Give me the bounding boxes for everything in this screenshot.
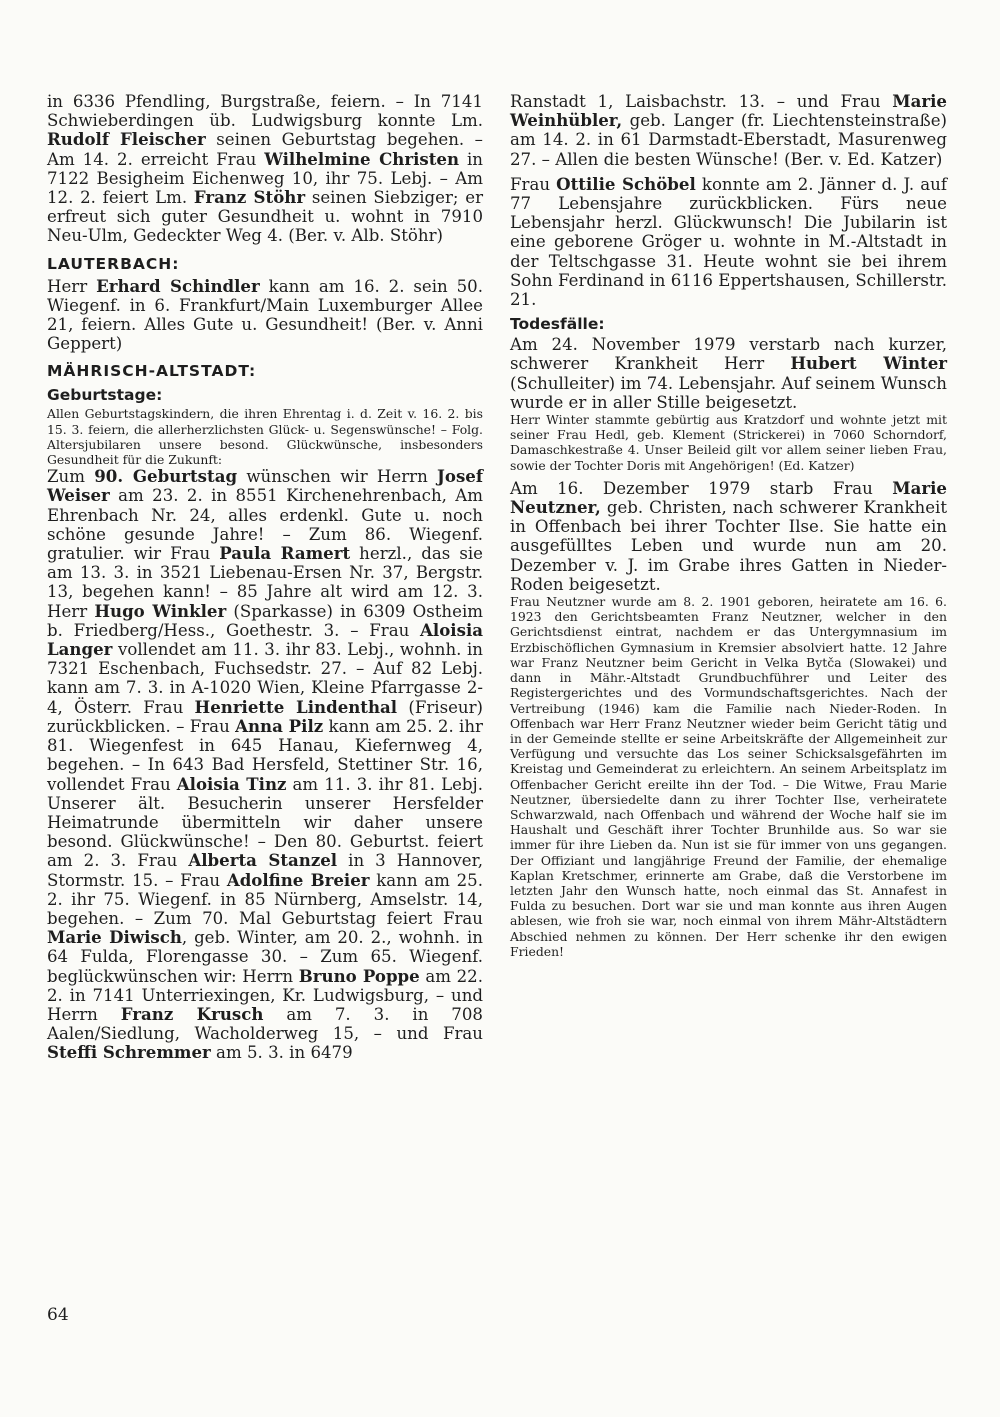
text-run: Am 24. November 1979 verstarb nach kurzer, schwerer Krankheit Herr xyxy=(510,335,947,374)
text-run: kann am 25. 2. ihr 75. Wiegenf. in 85 Nürnberg, Amselstr. 14, begehen. – Zum 70. Mal Geburtstag feiert Frau xyxy=(47,870,483,928)
text-run: am 5. 3. in 6479 xyxy=(210,1043,353,1063)
paragraph-schoebel xyxy=(510,175,947,309)
bold-name: Steffi Schremmer xyxy=(47,1042,211,1063)
text-run: Frau xyxy=(510,174,557,194)
paragraph-birthday-list xyxy=(47,467,483,1062)
text-run: in 6336 Pfendling, Burgstraße, feiern. – In 7141 Schwieberdingen üb. Ludwigsburg konnte Lm. xyxy=(47,92,483,131)
text-run: (Friseur) zurückblicken. – Frau xyxy=(47,697,484,736)
text-run: am 23. 2. in 8551 Kirchenehrenbach, Am Ehrenbach Nr. 24, alles erdenkl. Gute u. noch schöne gesunde Jahre! – Zum 86. Wiegenf. gratulier. wir Frau xyxy=(47,486,483,564)
bold-name: Franz Krusch xyxy=(120,1003,264,1024)
bold-name: Aloisia Tinz xyxy=(176,773,287,794)
paragraph-birthdays-end xyxy=(510,92,947,169)
bold-name: Adolfine Breier xyxy=(226,869,370,890)
bold-name: Marie Weinhübler, xyxy=(510,91,947,131)
bold-name: Alberta Stanzel xyxy=(188,850,338,871)
text-run: (Schulleiter) im 74. Lebensjahr. Auf seinem Wunsch wurde er in aller Stille beigesetzt. xyxy=(510,373,947,412)
paragraph-birthdays-continued xyxy=(47,92,483,246)
text-run: Am 16. Dezember 1979 starb Frau xyxy=(510,478,893,498)
text-run: am 7. 3. in 708 Aalen/Siedlung, Wacholderweg 15, – und Frau xyxy=(47,1004,483,1044)
text-run: Zum xyxy=(47,467,95,487)
bold-name: 90. Geburtstag xyxy=(94,466,238,487)
text-run: kann am 16. 2. sein 50. Wiegenf. in 6. Frankfurt/Main Luxemburger Allee 21, feiern. Alles Gute u. Gesundheit! (Ber. v. Anni Geppert) xyxy=(47,276,484,354)
bold-name: Anna Pilz xyxy=(235,715,324,736)
paragraph-winter-death xyxy=(510,335,947,412)
paragraph-neutzner-death xyxy=(510,479,947,594)
text-run: , geb. Winter, am 20. 2., wohnh. in 64 Fulda, Florengasse 30. – Zum 65. Wiegenf. beglückwünschen wir: Herrn xyxy=(47,928,483,986)
bold-name: Aloisia Langer xyxy=(47,619,483,660)
text-run: Ranstadt 1, Laisbachstr. 13. – und Frau xyxy=(510,92,893,111)
paragraph-lauterbach xyxy=(47,277,483,354)
text-run: (Sparkasse) in 6309 Ostheim b. Friedberg/Hess., Goethestr. 3. – Frau xyxy=(47,601,483,640)
text-run: am 11. 3. ihr 81. Lebj. Unserer ält. Besucherin unserer Hersfelder Heimatrunde übermitteln wir daher unsere besond. Glückwünsche! – Den 80. Geburtst. feiert am 2. 3. Frau xyxy=(47,774,483,871)
paragraph-greetings-intro: Allen Geburtstagskindern, die ihren Ehrentag i. d. Zeit v. 16. 2. bis 15. 3. feiern, die allerherzlichsten Glück- u. Segenswünsche! – Folg. Altersjubilaren unsere besond. Glückwünsche, insbesonders Gesundheit für die Zukunft: xyxy=(47,406,483,468)
bold-name: Hugo Winkler xyxy=(94,600,227,621)
paragraph-winter-details: Herr Winter stammte gebürtig aus Kratzdorf und wohnte jetzt mit seiner Frau Hedl, geb. Klement (Strickerei) in 7060 Schorndorf, Damaschkestraße 4. Unser Beileid gilt vor allem seiner lieben Frau, sowie der Tochter Doris mit Angehörigen! (Ed. Katzer) xyxy=(510,412,947,473)
bold-name: Franz Stöhr xyxy=(193,187,306,208)
text-run: seinen Geburtstag begehen. – Am 14. 2. erreicht Frau xyxy=(47,130,483,169)
text-run: geb. Langer (fr. Liechtensteinstraße) am 14. 2. in 61 Darmstadt-Eberstadt, Masurenweg 27. – Allen die besten Wünsche! (Ber. v. Ed. Katzer) xyxy=(510,111,947,169)
text-run: kann am 25. 2. ihr 81. Wiegenfest in 645 Hanau, Kiefernweg 4, begehen. – In 643 Bad Hersfeld, Stettiner Str. 16, vollendet Frau xyxy=(47,716,483,794)
left-column xyxy=(47,92,483,1063)
text-run: in 7122 Besigheim Eichenweg 10, ihr 75. Lebj. – Am 12. 2. feiert Lm. xyxy=(47,149,483,208)
heading-maehrisch-altstadt: MÄHRISCH-ALTSTADT: xyxy=(47,362,257,381)
bold-name: Bruno Poppe xyxy=(298,965,420,986)
text-run: am 22. 2. in 7141 Unterriexingen, Kr. Ludwigsburg, – und Herrn xyxy=(47,966,483,1024)
bold-name: Marie Neutzner, xyxy=(510,477,947,518)
page-number: 64 xyxy=(47,1305,69,1325)
bold-name: Wilhelmine Christen xyxy=(264,148,460,169)
bold-name: Ottilie Schöbel xyxy=(556,173,696,194)
right-column xyxy=(510,92,947,959)
text-run: herzl., das sie am 13. 3. in 3521 Liebenau-Ersen Nr. 37, Bergstr. 13, begehen kann! – 85 Jahre alt wird am 12. 3. Herr xyxy=(47,544,483,621)
bold-name: Marie Diwisch xyxy=(47,927,182,948)
text-run: geb. Christen, nach schwerer Krankheit in Offenbach bei ihrer Tochter Ilse. Sie hatte ein ausgefülltes Leben und wurde nun am 20. Dezember v. J. im Grabe ihres Gatten in Nieder-Roden beigesetzt. xyxy=(510,498,947,594)
bold-name: Paula Ramert xyxy=(219,543,351,564)
bold-name: Henriette Lindenthal xyxy=(194,696,398,717)
text-run: in 3 Hannover, Stormstr. 15. – Frau xyxy=(47,851,484,890)
heading-geburtstage: Geburtstage: xyxy=(47,386,163,405)
heading-lauterbach: LAUTERBACH: xyxy=(47,254,180,273)
bold-name: Erhard Schindler xyxy=(96,275,260,296)
text-run: wünschen wir Herrn xyxy=(237,467,438,487)
bold-name: Rudolf Fleischer xyxy=(47,129,206,150)
paragraph-neutzner-details: Frau Neutzner wurde am 8. 2. 1901 geboren, heiratete am 16. 6. 1923 den Gerichtsbeamten Franz Neutzner, welcher in den Gerichtsdienst eintrat, nachdem er das Untergymnasium im Erzbischöflichen Gymnasium in Kremsier absolviert hatte. 12 Jahre war Franz Neutzner beim Gericht in Velka Bytča (Slowakei) und dann in Mähr.-Altstadt Grundbuchführer und Leiter des Registergerichtes und des Vormundschaftsgerichtes. Nach der Vertreibung (1946) kam die Familie nach Nieder-Roden. In Offenbach war Herr Franz Neutzner wieder beim Gericht tätig und in der Gemeinde stellte er seine Arbeitskräfte der Allgemeinheit zur Verfügung und versuchte das Los seiner Schicksalsgefährten im Kreistag und Gemeinderat zu erleichtern. An seinem Arbeitsplatz im Offenbacher Gericht ereilte ihn der Tod. – Die Witwe, Frau Marie Neutzner, übersiedelte dann zu ihrer Tochter Ilse, verheiratete Schwarzwald, nach Offenbach und während der Woche half sie im Haushalt und Geschäft ihrer Tochter Brunhilde aus. So war sie immer für ihre Lieben da. Nun ist sie für immer von uns gegangen. Der Offiziant und langjährige Freund der Familie, der ehemalige Kaplan Kretschmer, erinnerte am Grabe, daß die Verstorbene im letzten Jahr den Wunsch hatte, noch einmal das St. Annafest in Fulda zu besuchen. Dort war sie und man konnte aus ihren Augen ablesen, wie froh sie war, noch einmal von ihrem Mähr-Altstädtern Abschied nehmen zu können. Der Herr schenke ihr den ewigen Frieden! xyxy=(510,594,947,959)
text-run: Herr xyxy=(47,276,97,296)
bold-name: Hubert Winter xyxy=(790,353,947,374)
text-run: vollendet am 11. 3. ihr 83. Lebj., wohnh. in 7321 Eschenbach, Fuchsedstr. 27. – Auf 82 Lebj. kann am 7. 3. in A-1020 Wien, Kleine Pfarrgasse 2-4, Österr. Frau xyxy=(47,640,483,717)
text-run: konnte am 2. Jänner d. J. auf 77 Lebensjahre zurückblicken. Fürs neue Lebensjahr herzl. Glückwunsch! Die Jubilarin ist eine geborene Gröger u. wohnte in M.-Altstadt in der Teltschgasse 31. Heute wohnt sie bei ihrem Sohn Ferdinand in 6116 Eppertshausen, Schillerstr. 21. xyxy=(510,174,947,310)
heading-todesfaelle: Todesfälle: xyxy=(510,315,605,334)
bold-name: Josef Weiser xyxy=(47,466,484,506)
text-run: seinen Siebziger; er erfreut sich guter Gesundheit u. wohnt in 7910 Neu-Ulm, Gedeckter Weg 4. (Ber. v. Alb. Stöhr) xyxy=(47,188,483,246)
